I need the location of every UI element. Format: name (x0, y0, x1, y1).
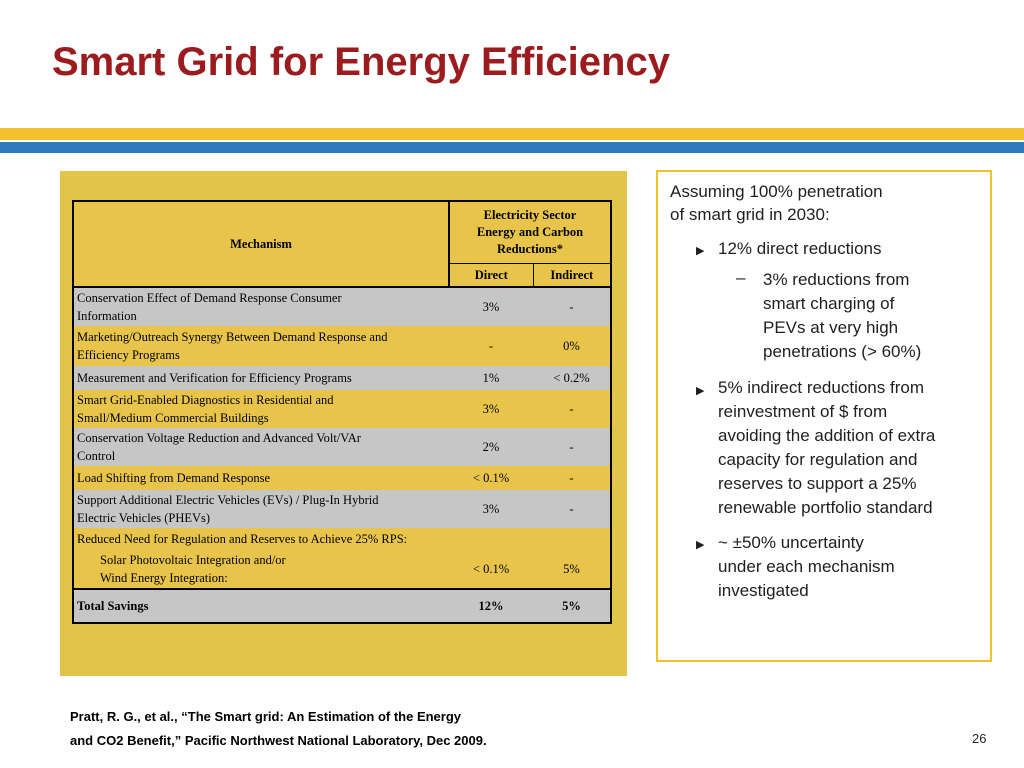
mechanism-cell: Measurement and Verification for Efficiency Programs (73, 366, 449, 390)
table-row (73, 366, 611, 390)
mechanism-cell: Smart Grid-Enabled Diagnostics in Residential and Small/Medium Commercial Buildings (73, 390, 449, 428)
mechanism-cell: Conservation Effect of Demand Response Consumer Information (73, 287, 449, 326)
indirect-cell: - (533, 428, 611, 466)
triangle-right-icon: ▶ (696, 539, 705, 551)
mechanism-table (72, 200, 612, 624)
mechanism-cell: Solar Photovoltaic Integration and/or Wind Energy Integration: (73, 550, 449, 589)
mechanism-cell: Load Shifting from Demand Response (73, 466, 449, 490)
direct-cell: < 0.1% (449, 550, 533, 589)
header-mechanism: Mechanism (73, 201, 449, 287)
summary-box (656, 170, 992, 662)
triangle-right-icon: ▶ (696, 385, 705, 397)
header-band-yellow (0, 128, 1024, 140)
summary-intro: Assuming 100% penetration of smart grid in 2030: (670, 182, 883, 224)
sub-bullet-pev: 3% reductions from smart charging of PEVs at very high penetrations (> 60%) (763, 270, 922, 361)
table-row (73, 466, 611, 490)
direct-cell: 2% (449, 428, 533, 466)
indirect-cell: - (533, 287, 611, 326)
table-row (73, 326, 611, 366)
header-sector-line2: Energy and Carbon (476, 224, 584, 239)
total-label: Total Savings (73, 589, 449, 623)
bullet-uncertainty: ~ ±50% uncertainty under each mechanism investigated (718, 533, 895, 600)
citation: Pratt, R. G., et al., “The Smart grid: An Estimation of the Energy and CO2 Benefit,” Pacific Northwest National Laboratory, Dec 2009. (70, 709, 487, 748)
total-direct: 12% (449, 589, 533, 623)
header-direct: Direct (449, 263, 533, 287)
header-indirect: Indirect (533, 263, 611, 287)
indirect-cell: < 0.2% (533, 366, 611, 390)
table-row (73, 490, 611, 528)
direct-cell: 3% (449, 287, 533, 326)
table-row (73, 287, 611, 326)
direct-cell: - (449, 326, 533, 366)
mechanism-cell: Conservation Voltage Reduction and Advanced Volt/VAr Control (73, 428, 449, 466)
page-number: 26 (972, 731, 987, 746)
table-row (73, 428, 611, 466)
header-sector (449, 201, 611, 263)
total-indirect: 5% (533, 589, 611, 623)
mechanism-cell: Reduced Need for Regulation and Reserves to Achieve 25% RPS: (73, 528, 611, 550)
table-total-row (73, 589, 611, 623)
direct-cell: 3% (449, 390, 533, 428)
direct-cell: 1% (449, 366, 533, 390)
table-row (73, 390, 611, 428)
indirect-cell: - (533, 466, 611, 490)
dash-icon: – (736, 268, 746, 287)
bullet-direct: 12% direct reductions (718, 239, 882, 258)
direct-cell: 3% (449, 490, 533, 528)
indirect-cell: 5% (533, 550, 611, 589)
direct-cell: < 0.1% (449, 466, 533, 490)
table-row (73, 528, 611, 550)
indirect-cell: 0% (533, 326, 611, 366)
mechanism-cell: Support Additional Electric Vehicles (EVs) / Plug-In Hybrid Electric Vehicles (PHEVs) (73, 490, 449, 528)
table-row (73, 550, 611, 589)
header-sector-line1: Electricity Sector (483, 207, 577, 222)
triangle-right-icon: ▶ (696, 245, 705, 257)
bullet-indirect: 5% indirect reductions from reinvestment of $ from avoiding the addition of extra capacity for regulation and reserves to support a 25% renewable portfolio standard (718, 378, 936, 517)
indirect-cell: - (533, 490, 611, 528)
header-band-blue (0, 142, 1024, 153)
header-sector-line3: Reductions* (497, 241, 563, 256)
mechanism-cell: Marketing/Outreach Synergy Between Demand Response and Efficiency Programs (73, 326, 449, 366)
indirect-cell: - (533, 390, 611, 428)
slide-title: Smart Grid for Energy Efficiency (52, 40, 670, 84)
